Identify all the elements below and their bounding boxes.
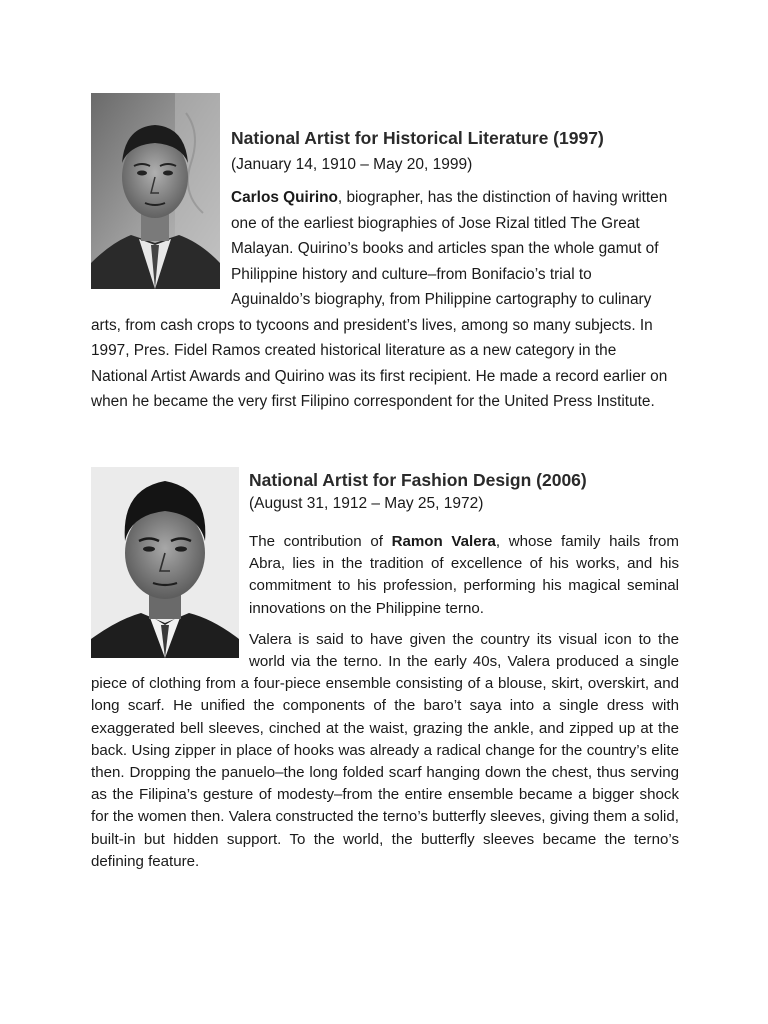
entry-body-text: , biographer, has the distinction of having written one of the earliest biographies of Jose Rizal titled The Great Malayan. Quirino’s books and articles span the whole gamut of Philippine history and culture–from Bonifacio’s trial to Aguinaldo’s biography, from Philippine cartography to culinary arts, from cash crops to tycoons and president’s lives, among so many subjects. In 1997, Pres. Fidel Ramos created historical literature as a new category in the National Artist Awards and Quirino was its first recipient. He made a record earlier on when he became the very first Filipino correspondent for the United Press Institute.: [91, 189, 668, 410]
entry-ramon-valera: [91, 467, 679, 873]
entry-dates: (August 31, 1912 – May 25, 1972): [249, 495, 484, 512]
entry-title: National Artist for Fashion Design (2006): [249, 470, 587, 490]
entry-paragraph-text: The contribution of: [249, 533, 392, 550]
entry-paragraph-2: Valera is said to have given the country its visual icon to the world via the terno. In the early 40s, Valera produced a single piece of clothing from a four-piece ensemble consisting of a blouse, skirt, overskirt, and long scarf. He unified the components of the baro’t saya into a single dress with exaggerated bell sleeves, cinched at the waist, grazing the ankle, and zipped up at the back. Using zipper in place of hooks was already a radical change for the country’s elite then. Dropping the panuelo–the long folded scarf hanging down the chest, thus serving as the Filipina’s gesture of modesty–from the entire ensemble became a bigger shock for the women then. Valera constructed the terno’s butterfly sleeves, giving them a solid, built-in but hidden support. To the world, the butterfly sleeves became the terno’s defining feature.: [91, 630, 679, 870]
portrait-ramon-valera: [91, 467, 239, 658]
artist-name: Carlos Quirino: [231, 189, 338, 206]
portrait-carlos-quirino: [91, 93, 220, 289]
artist-name: Ramon Valera: [391, 533, 496, 550]
entry-title: National Artist for Historical Literature (1997): [231, 128, 604, 148]
entry-carlos-quirino: [91, 93, 673, 415]
entry-paragraph-text: , whose family hails from Abra, lies in the tradition of excellence of his works, and his commitment to his profession, performing his magical seminal innovations on the Philippine terno.: [249, 533, 679, 617]
entry-dates: (January 14, 1910 – May 20, 1999): [231, 156, 473, 173]
